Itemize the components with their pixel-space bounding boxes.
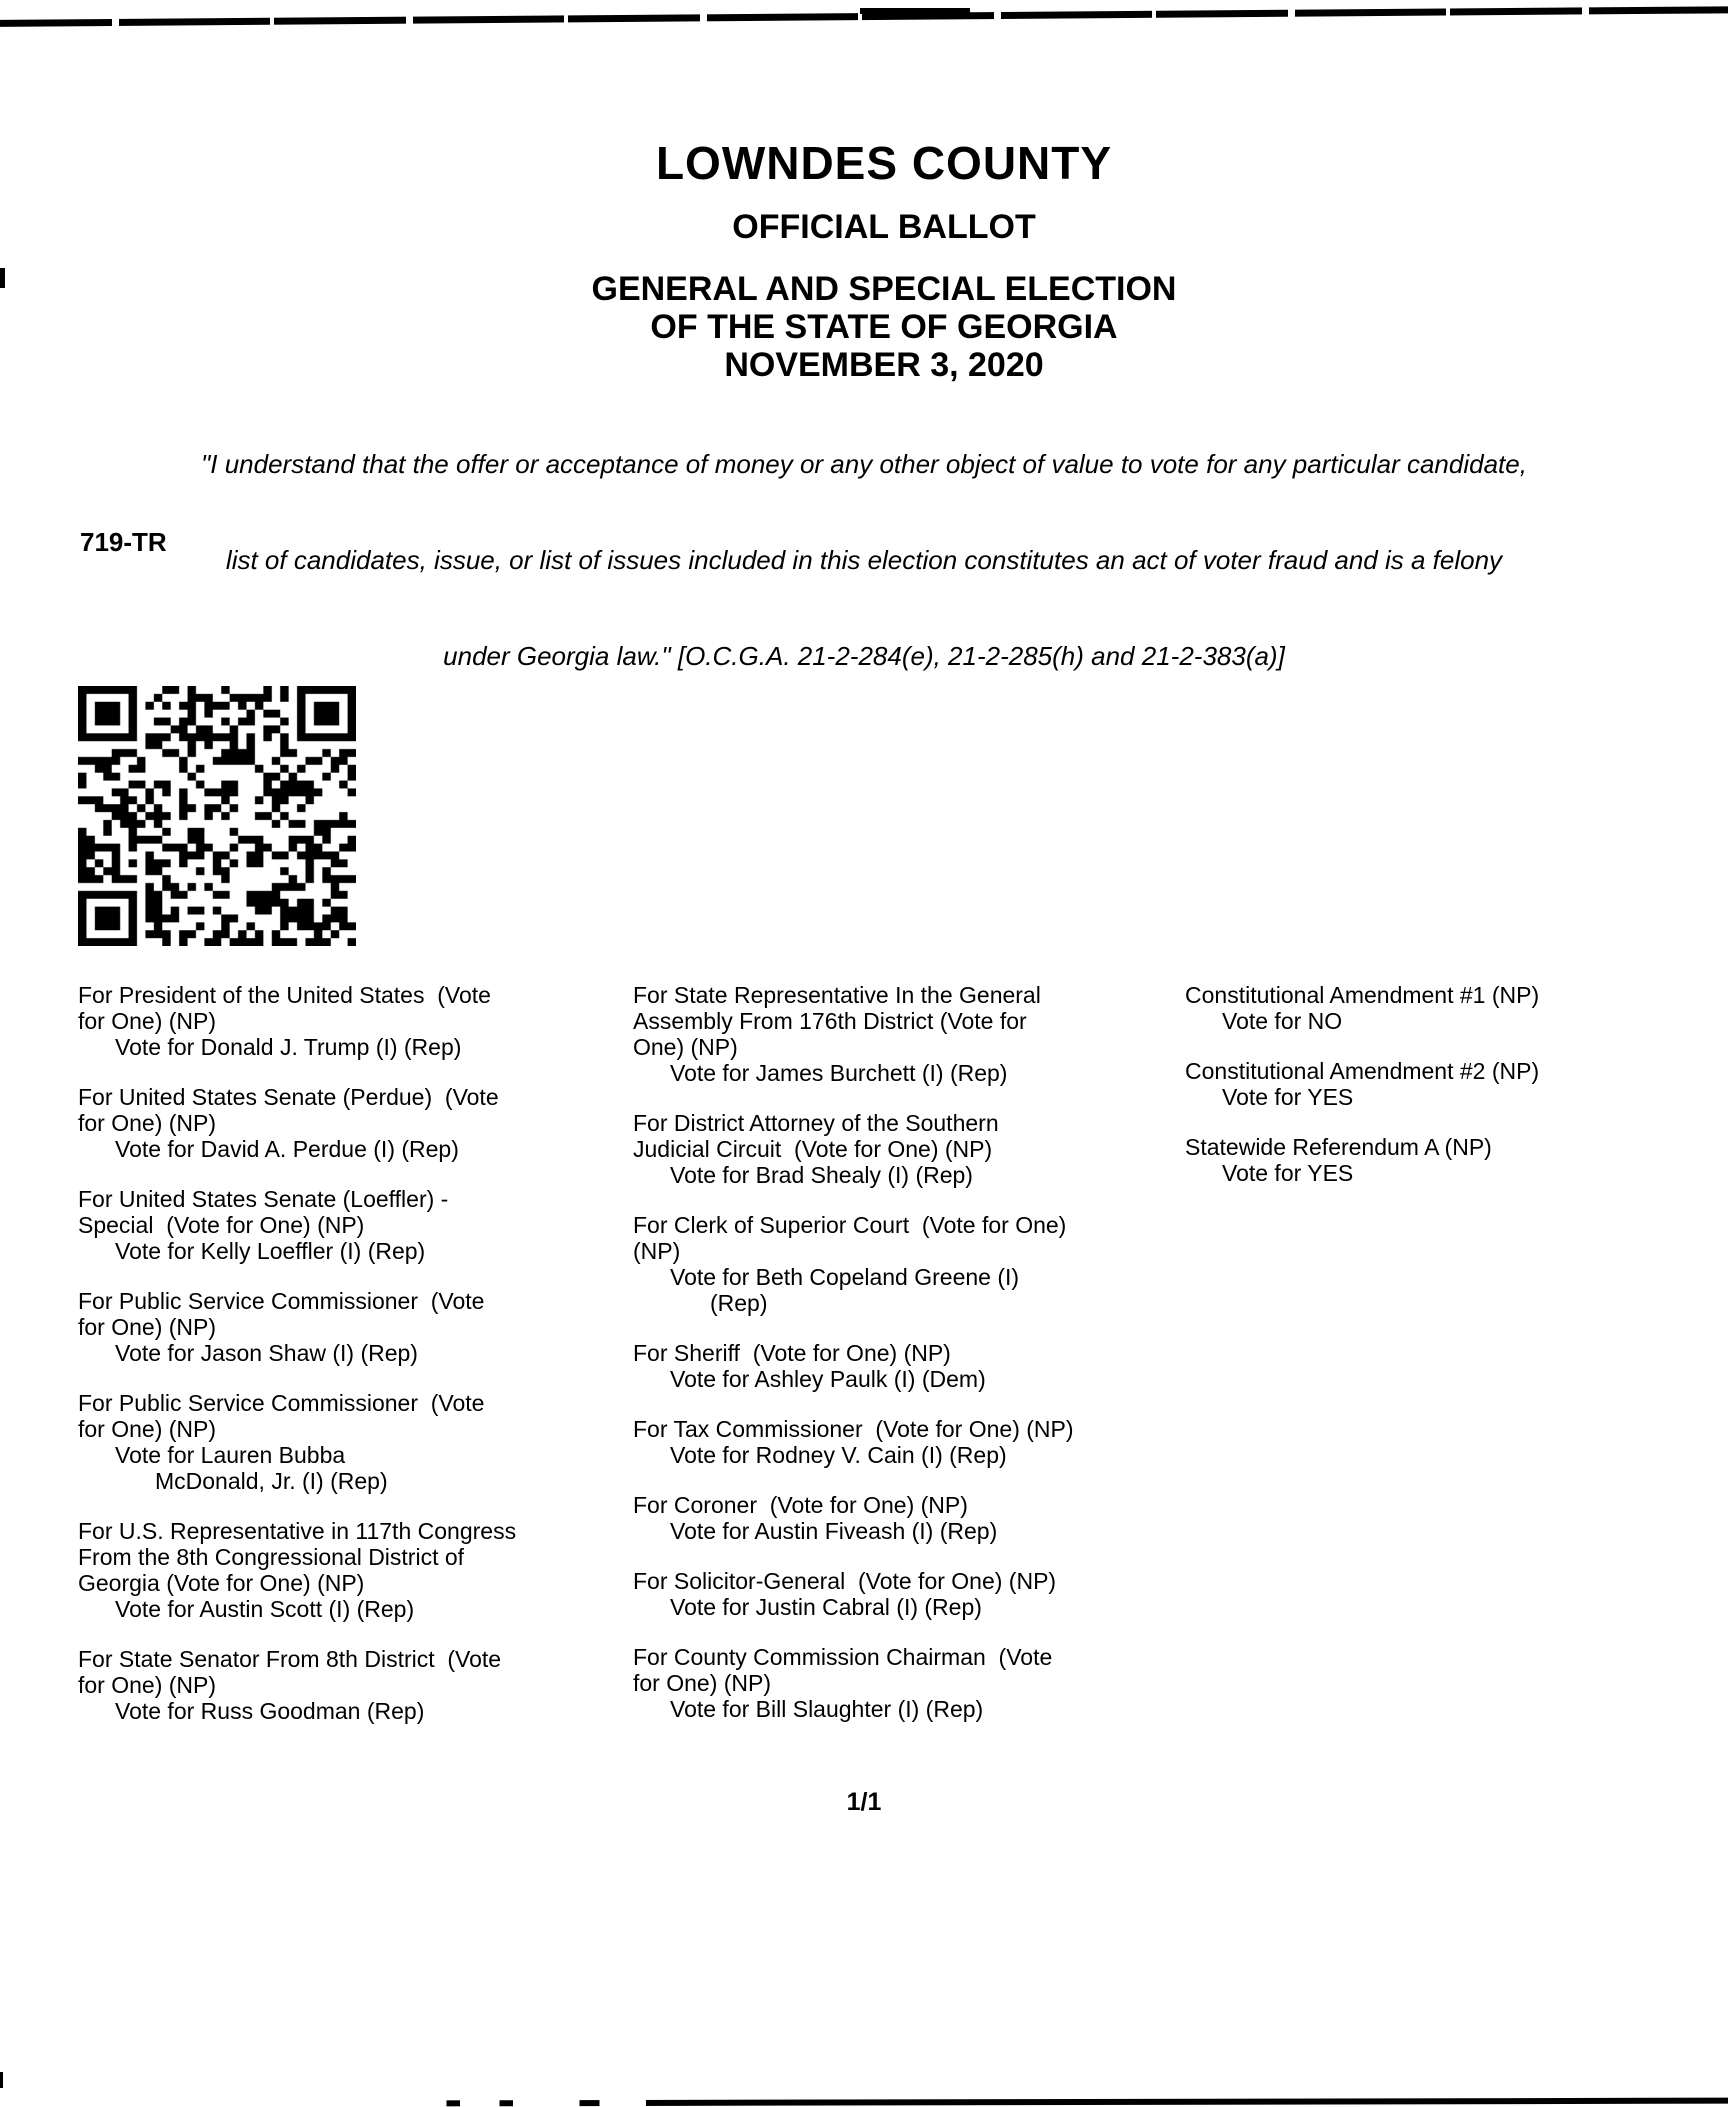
contest-title-line: (NP) [633, 1238, 681, 1264]
contest-title-line: For Coroner (Vote for One) (NP) [633, 1492, 968, 1518]
contest-title-line: For U.S. Representative in 117th Congress [78, 1518, 517, 1544]
contest-title-line: for One) (NP) [78, 1314, 217, 1340]
disclaimer-line: list of candidates, issue, or list of issues included in this election constitutes an act of voter fraud and is a felony [225, 545, 1503, 575]
vote-selection-line: Vote for Austin Fiveash (I) (Rep) [670, 1518, 998, 1544]
ballot-type-title: OFFICIAL BALLOT [732, 208, 1036, 246]
vote-selection-line: Vote for YES [1222, 1084, 1354, 1110]
contest-title-line: for One) (NP) [78, 1672, 217, 1698]
contest-column [78, 982, 623, 1748]
contest-title-line: For Public Service Commissioner (Vote [78, 1288, 485, 1314]
vote-selection-line: Vote for Ashley Paulk (I) (Dem) [670, 1366, 986, 1392]
contest-block [78, 1186, 623, 1264]
contest-title-line: For State Senator From 8th District (Vote [78, 1646, 502, 1672]
contest-block [633, 1110, 1178, 1188]
contest-block [633, 1340, 1178, 1392]
contest-block [633, 1568, 1178, 1620]
contest-column [1185, 982, 1728, 1210]
ballot-header [0, 137, 1728, 384]
contest-title-line: For District Attorney of the Southern [633, 1110, 999, 1136]
contest-title-line: Statewide Referendum A (NP) [1185, 1134, 1492, 1160]
vote-selection-line: Vote for NO [1222, 1008, 1343, 1034]
vote-selection-line: Vote for Justin Cabral (I) (Rep) [670, 1594, 982, 1620]
contest-title-line: For President of the United States (Vote [78, 982, 491, 1008]
vote-selection-line: Vote for Brad Shealy (I) (Rep) [670, 1162, 973, 1188]
contest-title-line: For United States Senate (Loeffler) - [78, 1186, 449, 1212]
contest-title-line: For Clerk of Superior Court (Vote for One) [633, 1212, 1067, 1238]
scan-artifact-left-edge-bottom [0, 2072, 3, 2088]
page-number: 1/1 [846, 1788, 882, 1816]
vote-selection-line: Vote for Rodney V. Cain (I) (Rep) [670, 1442, 1007, 1468]
vote-selection-line: Vote for David A. Perdue (I) (Rep) [115, 1136, 459, 1162]
vote-selection-line: Vote for James Burchett (I) (Rep) [670, 1060, 1008, 1086]
disclaimer-line: under Georgia law." [O.C.G.A. 21-2-284(e), 21-2-285(h) and 21-2-383(a)] [443, 641, 1285, 671]
contest-block [78, 1084, 623, 1162]
county-title: LOWNDES COUNTY [655, 137, 1113, 189]
contest-block [633, 1492, 1178, 1544]
contest-title-line: For Public Service Commissioner (Vote [78, 1390, 485, 1416]
contest-block [633, 1416, 1178, 1468]
vote-selection-line: Vote for Russ Goodman (Rep) [115, 1698, 425, 1724]
contest-title-line: From the 8th Congressional District of [78, 1544, 465, 1570]
contest-block [1185, 1058, 1728, 1110]
contest-block [78, 1390, 623, 1494]
ballot-style-code: 719-TR [80, 527, 167, 557]
contest-title-line: Special (Vote for One) (NP) [78, 1212, 365, 1238]
contest-block [1185, 1134, 1728, 1186]
vote-selection-line: Vote for Austin Scott (I) (Rep) [115, 1596, 415, 1622]
scan-artifact-bottom [420, 2098, 1728, 2107]
qr-code [78, 686, 356, 946]
vote-selection-line: Vote for Kelly Loeffler (I) (Rep) [115, 1238, 426, 1264]
contest-title-line: For Sheriff (Vote for One) (NP) [633, 1340, 951, 1366]
contest-title-line: Constitutional Amendment #2 (NP) [1185, 1058, 1540, 1084]
contest-title-line: for One) (NP) [78, 1416, 217, 1442]
vote-selection-line: Vote for Jason Shaw (I) (Rep) [115, 1340, 418, 1366]
contest-title-line: for One) (NP) [633, 1670, 772, 1696]
contest-title-line: For Tax Commissioner (Vote for One) (NP) [633, 1416, 1074, 1442]
contest-title-line: For Solicitor-General (Vote for One) (NP) [633, 1568, 1057, 1594]
vote-selection-line: (Rep) [710, 1290, 768, 1316]
contest-column [633, 982, 1178, 1746]
contest-title-line: for One) (NP) [78, 1110, 217, 1136]
disclaimer-line: "I understand that the offer or acceptance of money or any other object of value to vote for any particular candidate, [201, 449, 1527, 479]
contest-title-line: For United States Senate (Perdue) (Vote [78, 1084, 499, 1110]
contest-block [78, 1518, 623, 1622]
vote-selection-line: Vote for Lauren Bubba [115, 1442, 346, 1468]
contest-block [78, 982, 623, 1060]
contest-block [1185, 982, 1728, 1034]
contest-title-line: Georgia (Vote for One) (NP) [78, 1570, 365, 1596]
contest-title-line: Constitutional Amendment #1 (NP) [1185, 982, 1540, 1008]
contest-block [78, 1646, 623, 1724]
contest-block [633, 1644, 1178, 1722]
contest-block [633, 982, 1178, 1086]
election-name-line1: GENERAL AND SPECIAL ELECTION [591, 270, 1177, 308]
contest-title-line: Assembly From 176th District (Vote for [633, 1008, 1027, 1034]
election-date: NOVEMBER 3, 2020 [724, 346, 1044, 384]
contest-title-line: for One) (NP) [78, 1008, 217, 1034]
contest-block [78, 1288, 623, 1366]
vote-selection-line: Vote for Donald J. Trump (I) (Rep) [115, 1034, 462, 1060]
scan-artifact-top-dash [860, 8, 970, 14]
vote-selection-line: Vote for Bill Slaughter (I) (Rep) [670, 1696, 984, 1722]
contest-title-line: For State Representative In the General [633, 982, 1041, 1008]
fraud-disclaimer [40, 384, 1688, 736]
election-name-line2: OF THE STATE OF GEORGIA [650, 308, 1118, 346]
contest-block [633, 1212, 1178, 1316]
vote-selection-line: Vote for YES [1222, 1160, 1354, 1186]
vote-selection-line: McDonald, Jr. (I) (Rep) [155, 1468, 388, 1494]
contest-title-line: Judicial Circuit (Vote for One) (NP) [633, 1136, 993, 1162]
contest-title-line: For County Commission Chairman (Vote [633, 1644, 1053, 1670]
vote-selection-line: Vote for Beth Copeland Greene (I) [670, 1264, 1020, 1290]
contest-title-line: One) (NP) [633, 1034, 738, 1060]
